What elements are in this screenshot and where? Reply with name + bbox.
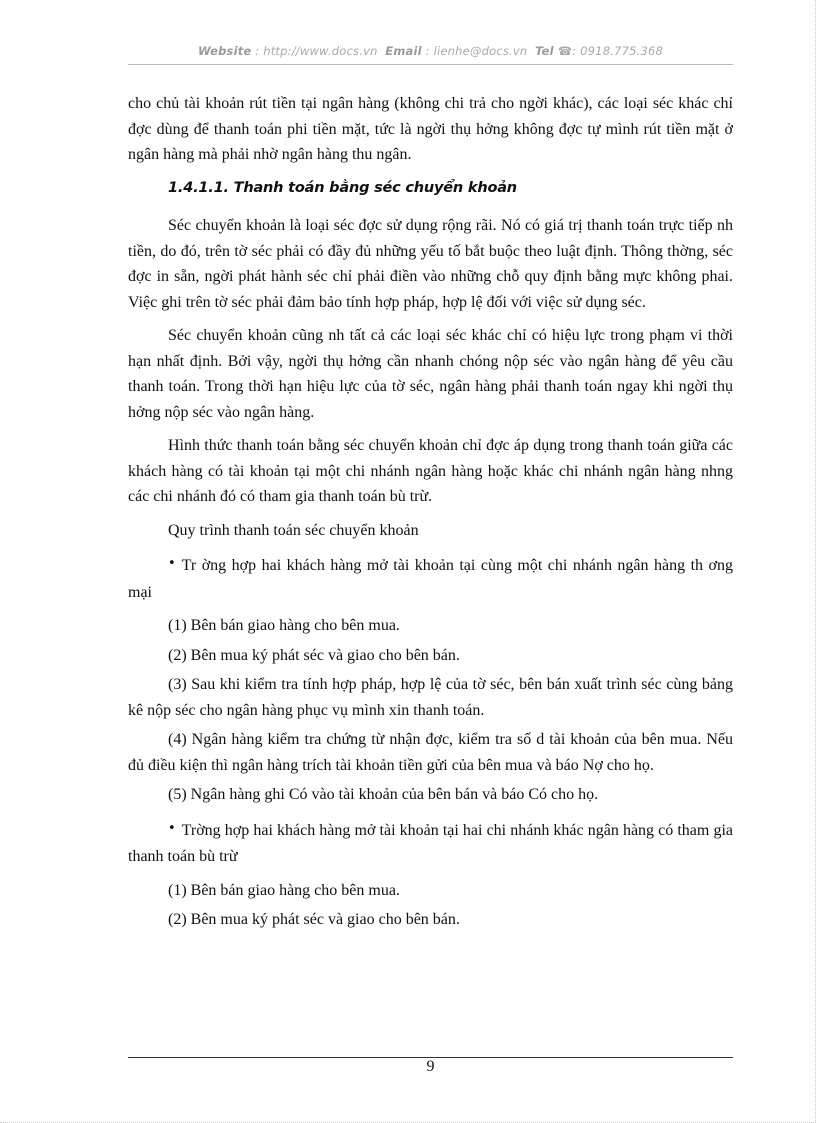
website-value: : http://www.docs.vn — [255, 44, 378, 58]
page-header — [128, 44, 733, 58]
list-item: (1) Bên bán giao hàng cho bên mua. — [168, 617, 400, 634]
email-value: : lienhe@docs.vn — [425, 44, 528, 58]
list-item: (4) Ngân hàng kiểm tra chứng từ nhận đợc, kiểm tra số d tài khoản của bên mua. Nếu đủ điều kiện thì ngân hàng trích tài khoản tiền gửi của bên mua và báo Nợ cho họ. — [128, 731, 733, 774]
bullet-icon: • — [168, 820, 176, 836]
list-item: (1) Bên bán giao hàng cho bên mua. — [168, 881, 400, 899]
list-item: (2) Bên mua ký phát séc và giao cho bên bán. — [168, 911, 460, 928]
list-item: (3) Sau khi kiểm tra tính hợp pháp, hợp lệ của tờ séc, bên bán xuất trình séc cùng bảng kê nộp séc cho ngân hàng phục vụ mình xin thanh toán. — [128, 676, 733, 719]
paragraph-intro: cho chủ tài khoản rút tiền tại ngân hàng (không chi trả cho ngời khác), các loại séc khác chỉ đợc dùng để thanh toán phi tiền mặt, tức là ngời thụ hởng không đợc tự mình rút tiền mặt ở ngân hàng mà phải nhờ ngân hàng thu ngân. — [128, 95, 733, 163]
tel-label: Tel — [535, 44, 554, 58]
section-heading: 1.4.1.1. Thanh toán bằng séc chuyển khoản — [168, 179, 517, 196]
page-number: 9 — [426, 1058, 435, 1075]
list-item: (5) Ngân hàng ghi Có vào tài khoản của bên bán và báo Có cho họ. — [168, 786, 599, 803]
bullet-text: Tr ờng hợp hai khách hàng mở tài khoản tại cùng một chi nhánh ngân hàng th ơng mại — [128, 557, 733, 601]
tel-value: ☎: 0918.775.368 — [557, 44, 664, 58]
bullet-text: Trờng hợp hai khách hàng mở tài khoản tại hai chi nhánh khác ngân hàng có tham gia thanh toán bù trừ — [128, 821, 733, 865]
website-label: Website — [197, 44, 252, 58]
email-label: Email — [385, 44, 422, 58]
paragraph-process-title: Quy trình thanh toán séc chuyển khoản — [168, 521, 419, 539]
bullet-same-branch — [128, 553, 733, 605]
bullet-different-branch — [128, 818, 733, 870]
paragraph-definition: Séc chuyển khoản là loại séc đợc sử dụng rộng rãi. Nó có giá trị thanh toán trực tiếp nh tiền, do đó, trên tờ séc phải có đầy đủ những yếu tố bắt buộc theo luật định. Thông thờng, séc đợc in sẵn, ngời phát hành séc chỉ phải điền vào những chỗ quy định bằng mực không phai. Việc ghi trên tờ séc phải đảm bảo tính hợp pháp, hợp lệ đối với việc sử dụng séc. — [128, 217, 733, 311]
header-divider — [128, 64, 733, 65]
paragraph-scope: Hình thức thanh toán bằng séc chuyển khoản chỉ đợc áp dụng trong thanh toán giữa các khách hàng có tài khoản tại một chi nhánh ngân hàng hoặc khác chi nhánh ngân hàng nhng các chi nhánh đó có tham gia thanh toán bù trừ. — [128, 437, 733, 505]
list-item: (2) Bên mua ký phát séc và giao cho bên bán. — [168, 646, 460, 664]
document-body — [128, 91, 733, 937]
bullet-icon: • — [168, 556, 176, 571]
paragraph-validity: Séc chuyển khoản cũng nh tất cả các loại séc khác chỉ có hiệu lực trong phạm vi thời hạn nhất định. Bởi vậy, ngời thụ hởng cần nhanh chóng nộp séc vào ngân hàng để yêu cầu thanh toán. Trong thời hạn hiệu lực của tờ séc, ngân hàng phải thanh toán ngay khi ngời thụ hởng nộp séc vào ngân hàng. — [128, 327, 733, 421]
